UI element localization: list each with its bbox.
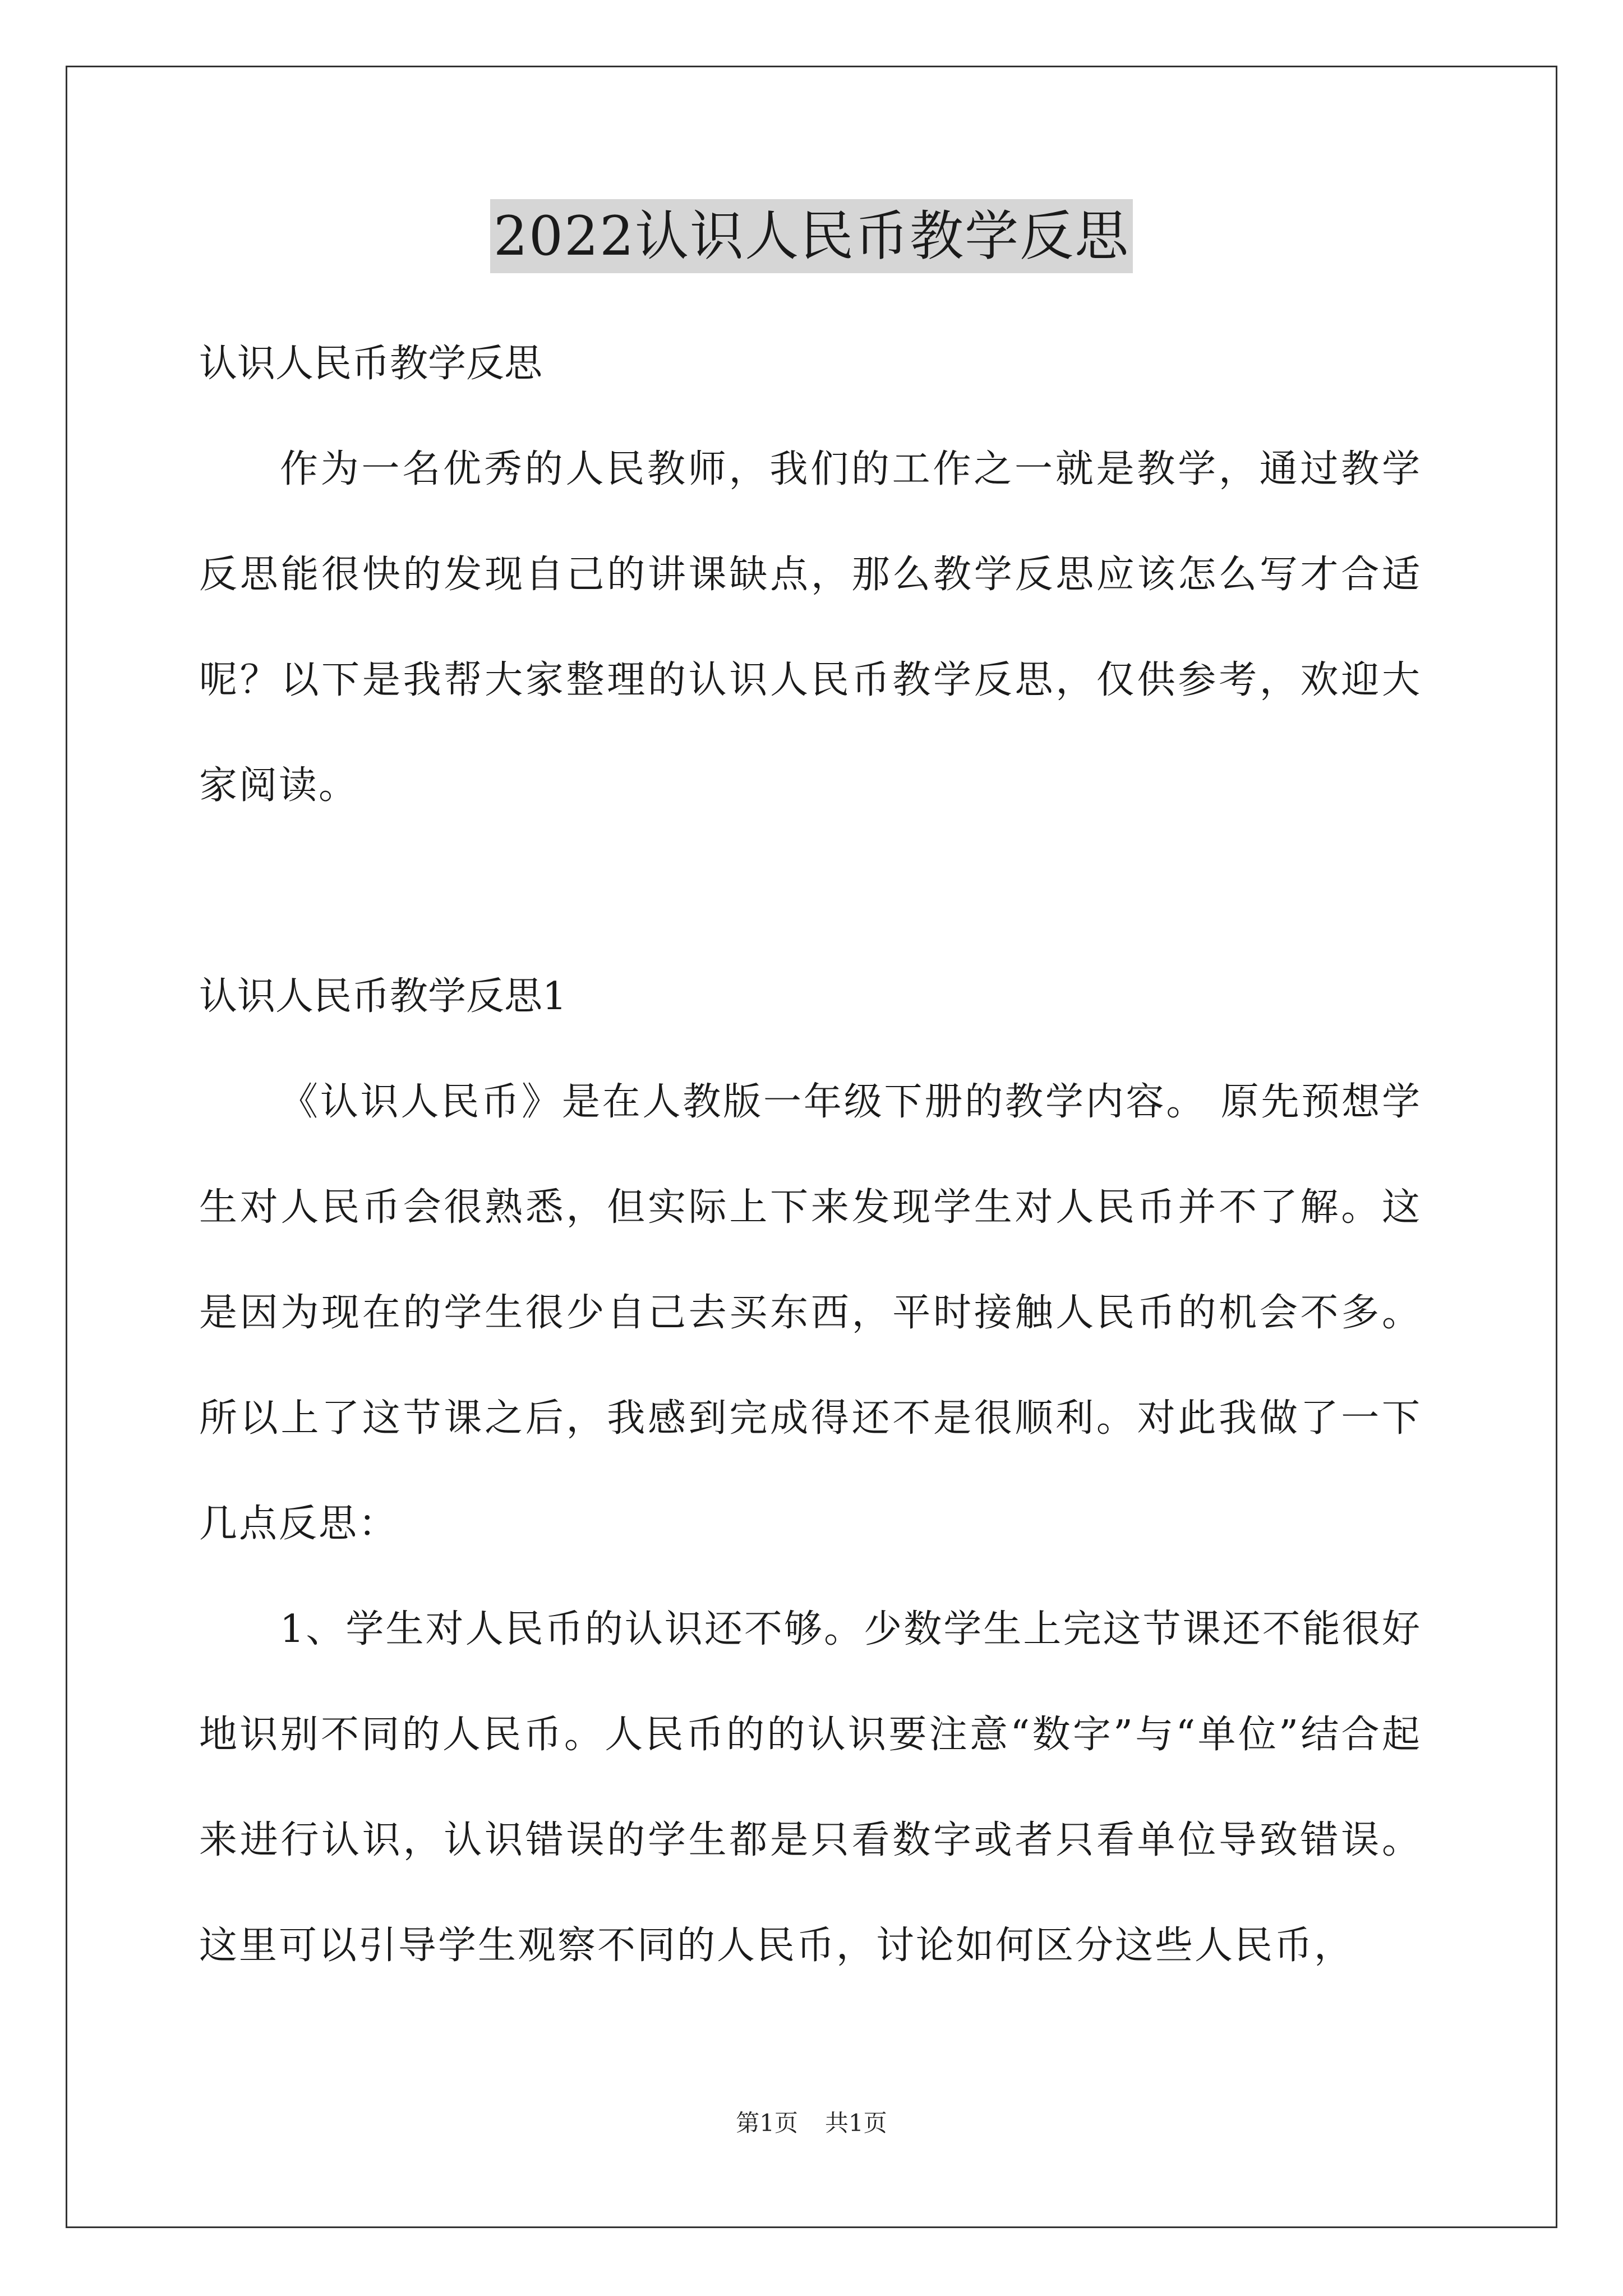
document-title: 2022认识人民币教学反思 [490,199,1133,273]
document-body [199,311,1422,1999]
section-heading: 认识人民币教学反思1 [199,974,567,1019]
page-footer [0,2106,1623,2140]
document-subtitle: 认识人民币教学反思 [199,342,543,386]
section-spacer [199,839,1422,944]
page-total: 共1页 [825,2109,887,2137]
title-container [0,199,1623,273]
page-number: 第1页 [736,2109,798,2137]
intro-paragraph: 作为一名优秀的人民教师，我们的工作之一就是教学，通过教学反思能很快的发现自己的讲课缺点，那么教学反思应该怎么写才合适呢？以下是我帮大家整理的认识人民币教学反思，仅供参考，欢迎大家阅读。 [199,447,1422,808]
section-paragraph: 《认识人民币》是在人教版一年级下册的教学内容。 原先预想学生对人民币会很熟悉，但实际上下来发现学生对人民币并不了解。这是因为现在的学生很少自己去买东西，平时接触人民币的机会不多。所以上了这节课之后，我感到完成得还不是很顺利。对此我做了一下几点反思： [199,1080,1422,1546]
section-paragraph: 1、学生对人民币的认识还不够。少数学生上完这节课还不能很好地识别不同的人民币。人民币的的认识要注意“数字”与“单位”结合起来进行认识，认识错误的学生都是只看数字或者只看单位导致错误。这里可以引导学生观察不同的人民币，讨论如何区分这些人民币， [199,1607,1422,1968]
